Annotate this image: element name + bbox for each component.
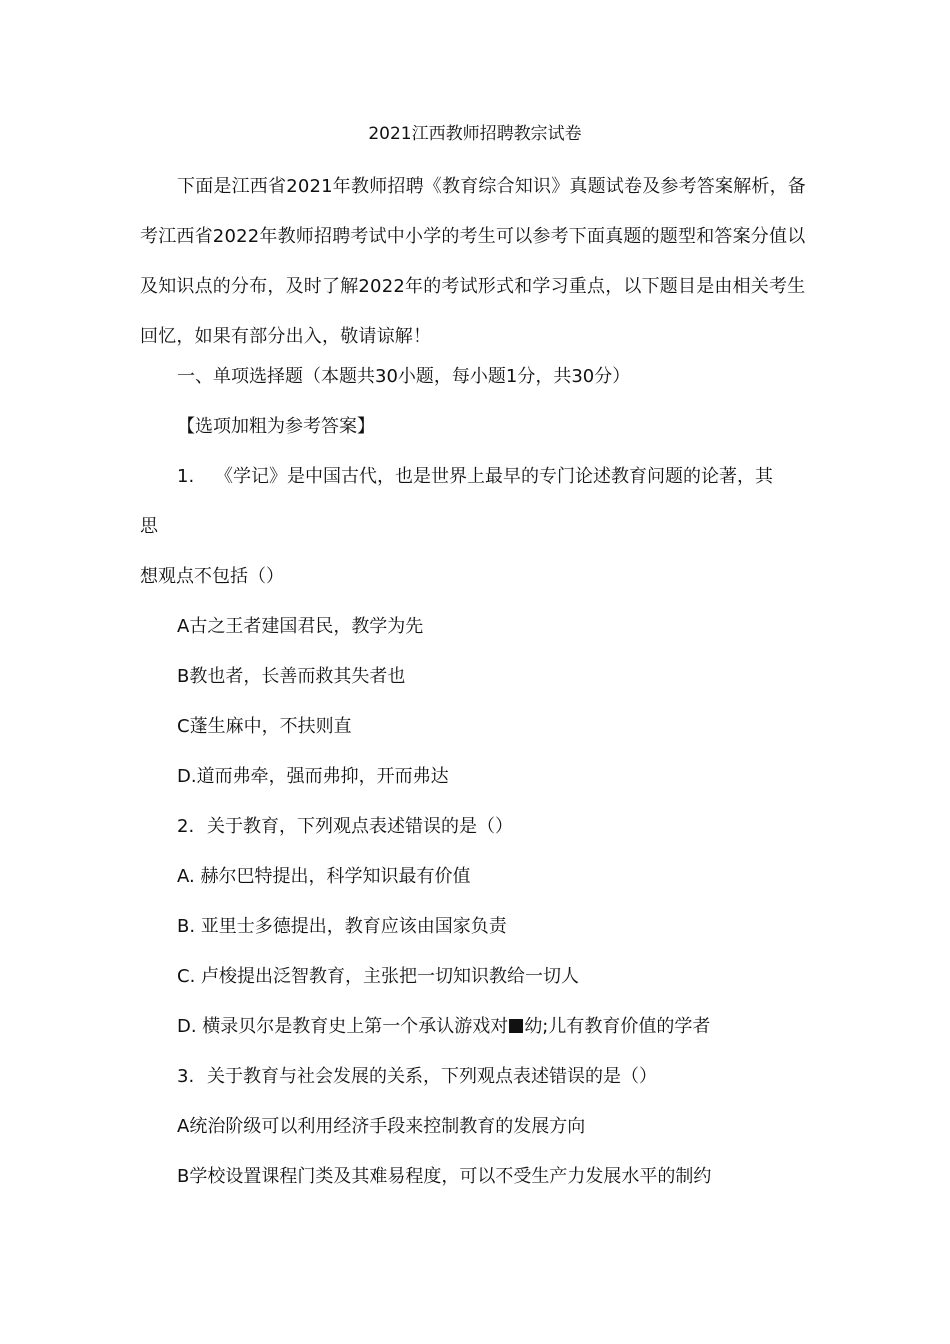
question-2-stem <box>177 812 513 842</box>
question-1-stem-cont: 想观点不包括（） <box>140 566 284 587</box>
question-2-option-a: A. 赫尔巴特提出，科学知识最有价值 <box>177 866 471 887</box>
question-1-option-c: C蓬生麻中，不扶则直 <box>177 716 352 737</box>
question-number: 3. <box>177 1066 195 1087</box>
question-1-option-a: A古之王者建国君民，教学为先 <box>177 616 424 637</box>
question-1-stem-wrap: 思 <box>140 516 158 537</box>
question-1-stem <box>177 462 773 492</box>
option-text: 幼;儿有教育价值的学者 <box>524 1016 711 1037</box>
question-1-option-b: B教也者，长善而救其失者也 <box>177 666 406 687</box>
section-heading: 一、单项选择题（本题共30小题，每小题1分，共30分） <box>177 366 631 387</box>
question-2-option-c: C. 卢梭提出泛智教育，主张把一切知识教给一切人 <box>177 966 580 987</box>
question-1-option-d: D.道而弗牵，强而弗抑，开而弗达 <box>177 766 449 787</box>
question-2-option-b: B. 亚里士多德提出，教育应该由国家负责 <box>177 916 507 937</box>
question-text: 关于教育与社会发展的关系，下列观点表述错误的是（） <box>207 1066 657 1087</box>
question-text: 《学记》是中国古代，也是世界上最早的专门论述教育问题的论著，其 <box>215 466 773 487</box>
question-3-stem <box>177 1062 657 1092</box>
page-title: 2021江西教师招聘教宗试卷 <box>368 124 582 144</box>
question-2-option-d <box>177 1012 710 1042</box>
option-text: D. 横录贝尔是教育史上第一个承认游戏对 <box>177 1016 509 1037</box>
question-number: 1. <box>177 466 195 487</box>
question-number: 2. <box>177 816 195 837</box>
question-3-option-b: B学校设置课程门类及其难易程度，可以不受生产力发展水平的制约 <box>177 1166 712 1187</box>
answer-note: 【选项加粗为参考答案】 <box>177 416 375 437</box>
black-square-glyph <box>509 1019 523 1033</box>
question-3-option-a: A统治阶级可以利用经济手段来控制教育的发展方向 <box>177 1116 586 1137</box>
question-text: 关于教育，下列观点表述错误的是（） <box>207 816 513 837</box>
intro-paragraph: 下面是江西省2021年教师招聘《教育综合知识》真题试卷及参考答案解析，备考江西省2022年教师招聘考试中小学的考生可以参考下面真题的题型和答案分值以及知识点的分布，及时了解2022年的考试形式和学习重点，以下题目是由相关考生回忆，如果有部分出入，敬请谅解！ <box>140 176 807 347</box>
